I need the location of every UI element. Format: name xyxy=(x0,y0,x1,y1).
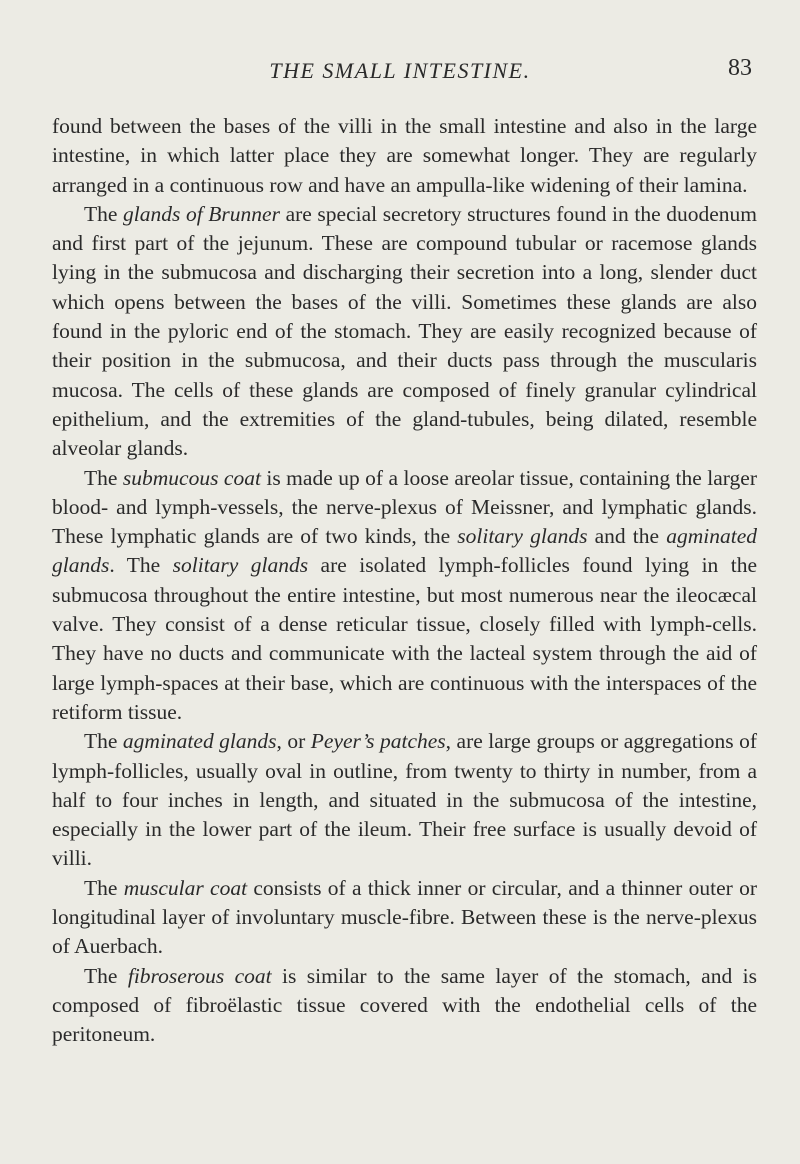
term-agminated-glands: agminated glands xyxy=(122,729,277,754)
body-text xyxy=(52,112,757,1050)
paragraph-fibroserous-coat xyxy=(52,962,757,1050)
term-glands-of-brunner: glands of Brunner xyxy=(123,201,280,226)
paragraph-peyers-patches xyxy=(52,727,757,873)
running-title: THE SMALL INTESTINE. xyxy=(269,58,531,83)
text-segment: is made up of a loose areolar tissue, containing the larger blood- and lymph-vessels, the nerve-plexus of Meissner, and lymphatic glands. These lymphatic glands are of two kinds, the xyxy=(52,465,757,549)
text-segment: The xyxy=(84,963,128,988)
text-segment: The xyxy=(84,875,124,900)
term-muscular-coat: muscular coat xyxy=(123,875,248,900)
text-segment: , are large groups or aggregations of lymph-follicles, usually oval in outline, from twenty to thirty in number, from a half to four inches in length, and situated in the submucosa of the intestine, especially in the lower part of the ileum. Their free surface is usually devoid of villi. xyxy=(52,729,757,871)
paragraph-submucous-coat xyxy=(52,464,757,728)
term-peyers-patches: Peyer’s patches xyxy=(310,729,446,754)
text-segment: consists of a thick inner or circular, and a thinner outer or longitudinal layer of involuntary muscle-fibre. Between these is the nerve-plexus of Auerbach. xyxy=(52,875,757,959)
text-segment: , or xyxy=(276,729,311,754)
text-segment: The xyxy=(84,465,123,490)
term-agminated-glands: agminated glands xyxy=(52,524,757,578)
term-solitary-glands: solitary glands xyxy=(457,524,588,549)
paragraph-villi-glands xyxy=(52,112,757,200)
text-segment: . The xyxy=(109,553,173,578)
text-segment: The xyxy=(84,729,123,754)
text-segment: found between the bases of the villi in the small intestine and also in the large intestine, in which latter place they are somewhat longer. They are regularly arranged in a continuous row and have an ampulla-like widening of their lamina. xyxy=(52,114,757,197)
text-segment: are special secretory structures found in the duodenum and first part of the jejunum. These are compound tubular or racemose glands lying in the submucosa and discharging their secretion into a long, slender duct which opens between the bases of the villi. Sometimes these glands are also found in the pyloric end of the stomach. They are easily recognized because of their position in the submucosa, and their ducts pass through the muscularis mucosa. The cells of these glands are composed of finely granular cylindrical epithelium, and the extremities of the gland-tubules, being dilated, resemble alveolar glands. xyxy=(52,201,757,461)
text-segment: The xyxy=(84,201,124,226)
text-segment: is similar to the same layer of the stomach, and is composed of fibroëlastic tissue covered with the endothelial cells of the peritoneum. xyxy=(52,963,757,1047)
term-solitary-glands: solitary glands xyxy=(172,553,309,578)
text-segment: and the xyxy=(587,524,667,549)
text-segment: are isolated lymph-follicles found lying in the submucosa throughout the entire intestine, but most numerous near the ileocæcal valve. They consist of a dense reticular tissue, closely filled with lymph-cells. They have no ducts and communicate with the lacteal system through the aid of large lymph-spaces at their base, which are continuous with the interspaces of the retiform tissue. xyxy=(52,553,758,724)
paragraph-brunner-glands xyxy=(52,200,757,464)
page-number: 83 xyxy=(728,55,752,81)
paragraph-muscular-coat xyxy=(52,874,757,962)
term-fibroserous-coat: fibroserous coat xyxy=(127,963,272,988)
term-submucous-coat: submucous coat xyxy=(122,465,261,490)
